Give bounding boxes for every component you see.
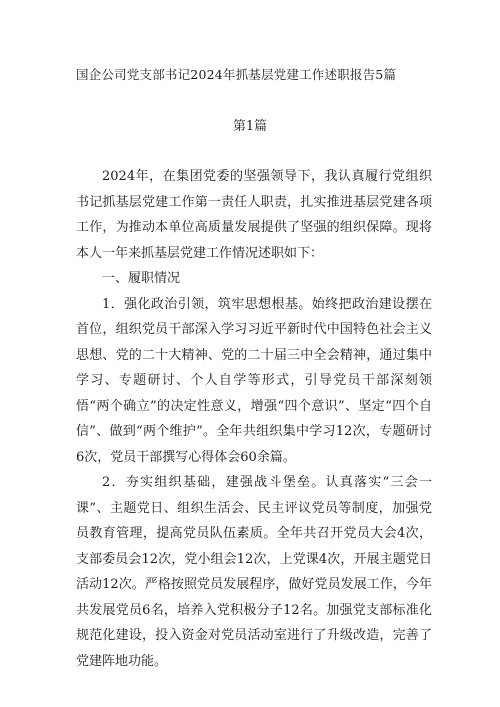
section-heading-performance: 一、履职情况 — [102, 271, 181, 286]
document-body — [76, 164, 432, 674]
document-title: 国企公司党支部书记2024年抓基层党建工作述职报告5篇 — [76, 67, 397, 82]
body-paragraph: 2．夯实组织基础，建强战斗堡垒。认真落实“三会一课”、主题党日、组织生活会、民主评议党员等制度，加强党员教育管理，提高党员队伍素质。全年共召开党员大会4次，支部委员会12次，党小组会12次，上党课4次，开展主题党日活动12次。严格按照党员发展程序，做好党员发展工作，今年共发展党员6名，培养入党积极分子12名。加强党支部标准化规范化建设，投入资金对党员活动室进行了升级改造，完善了党建阵地功能。 — [76, 475, 432, 669]
intro-paragraph: 2024年，在集团党委的坚强领导下，我认真履行党组织书记抓基层党建工作第一责任人职责，扎实推进基层党建各项工作，为推动本单位高质量发展提供了坚强的组织保障。现将本人一年来抓基层党建工作情况述职如下： — [76, 169, 432, 261]
body-paragraph: 1．强化政治引领，筑牢思想根基。始终把政治建设摆在首位，组织党员干部深入学习习近平新时代中国特色社会主义思想、党的二十大精神、党的二十届三中全会精神，通过集中学习、专题研讨、个人自学等形式，引导党员干部深刻领悟“两个确立”的决定性意义，增强“四个意识”、坚定“四个自信”、做到“两个维护”。全年共组织集中学习12次，专题研讨6次，党员干部撰写心得体会60余篇。 — [76, 296, 432, 465]
section-heading: 第1篇 — [232, 119, 268, 134]
